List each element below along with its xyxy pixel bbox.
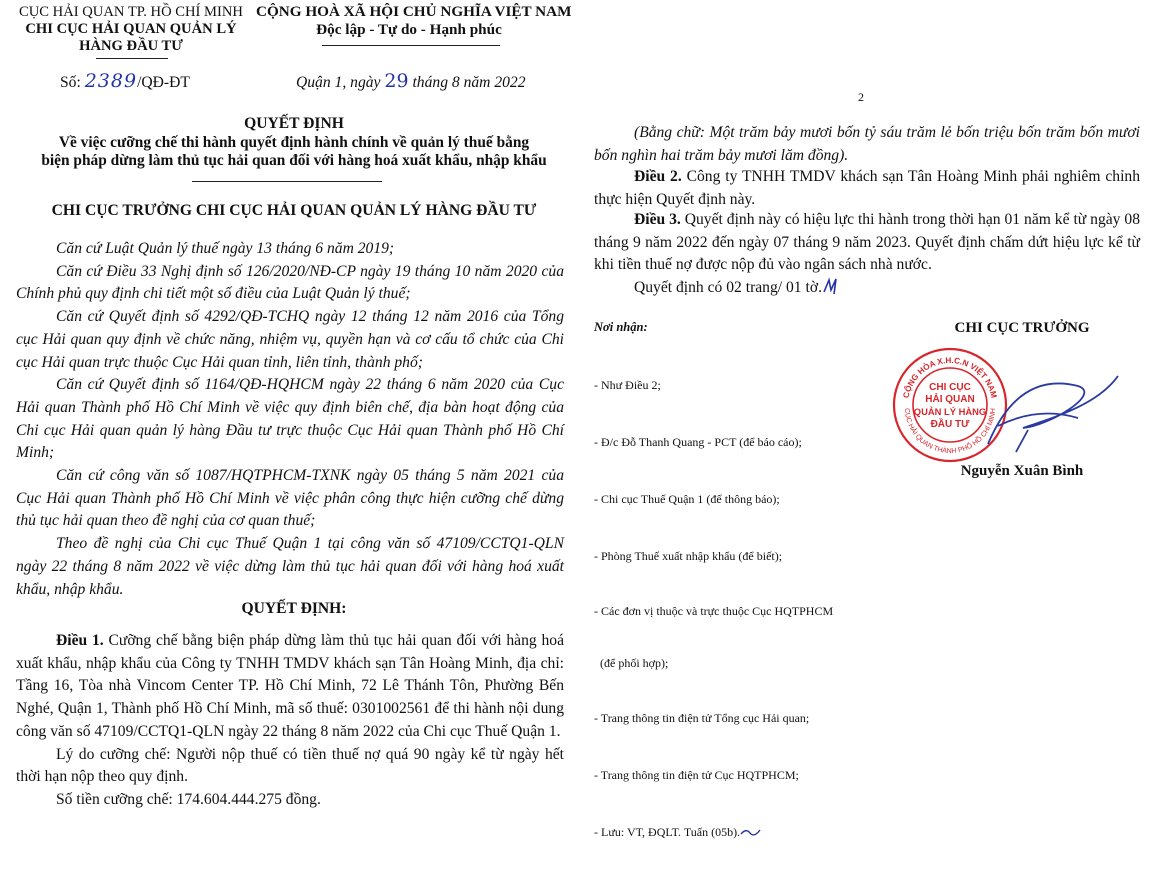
svg-text:CỤC HẢI QUAN THÀNH PHỐ HỒ CHÍ: CỤC HẢI QUAN THÀNH PHỐ HỒ CHÍ MINH: [902, 407, 998, 456]
recipient-item: - Phòng Thuế xuất nhập khẩu (để biết);: [594, 549, 783, 563]
date-suffix: tháng 8 năm 2022: [412, 74, 526, 91]
svg-text:CHI CỤC: CHI CỤC: [929, 382, 971, 393]
svg-text:ĐẦU TƯ: ĐẦU TƯ: [930, 419, 970, 430]
basis-item: Căn cứ Điều 33 Nghị định số 126/2020/NĐ-CP ngày 19 tháng 10 năm 2020 của Chính phủ quy định chi tiết một số điều của Luật Quản lý thuế;: [16, 262, 564, 303]
page-1: [0, 0, 588, 845]
date-prefix: Quận 1, ngày: [296, 74, 381, 91]
nation-name: CỘNG HOÀ XÃ HỘI CHỦ NGHĨA VIỆT NAM: [256, 3, 572, 20]
recipient-item: (để phối hợp);: [594, 656, 669, 670]
agency-line1: CHI CỤC HẢI QUAN QUẢN LÝ: [25, 21, 237, 37]
agency-top: CỤC HẢI QUAN TP. HỒ CHÍ MINH: [19, 4, 243, 20]
recipient-item: - Chi cục Thuế Quận 1 (để thông báo);: [594, 492, 780, 506]
so-suffix: /QĐ-ĐT: [137, 74, 190, 91]
basis-item: Căn cứ Luật Quản lý thuế ngày 13 tháng 6 năm 2019;: [56, 240, 395, 257]
recipient-item: - Như Điều 2;: [594, 378, 661, 392]
svg-text:CỘNG HÒA X.H.C.N VIỆT NAM: CỘNG HÒA X.H.C.N VIỆT NAM: [901, 355, 999, 399]
decision-title: QUYẾT ĐỊNH: [244, 115, 344, 132]
article-2-label: Điều 2.: [634, 168, 682, 185]
recipient-item: - Trang thông tin điện tử Cục HQTPHCM;: [594, 768, 799, 782]
initials-mark-icon: [740, 826, 762, 838]
signer-title: CHI CỤC TRƯỞNG: [954, 320, 1090, 336]
recipients-label: Nơi nhận:: [594, 320, 648, 334]
article-1-amount: Số tiền cưỡng chế: 174.604.444.275 đồng.: [56, 790, 321, 808]
subject-line-2: biện pháp dừng làm thủ tục hải quan đối với hàng hoá xuất khẩu, nhập khẩu: [41, 152, 547, 169]
article-1: [16, 630, 564, 812]
signer-name: Nguyễn Xuân Bình: [960, 463, 1084, 479]
date-day-handwritten: 29: [384, 70, 409, 92]
basis-item: Căn cứ Quyết định số 1164/QĐ-HQHCM ngày 22 tháng 6 năm 2020 của Cục Hải quan Thành phố Hồ Chí Minh về việc quy định biên chế, địa bàn hoạt động của Chi cục Hải quan quản lý hàng Đầu tư trực thuộc Cục Hải quan Thành phố Hồ Chí Minh;: [16, 376, 564, 462]
basis-item: Căn cứ công văn số 1087/HQTPHCM-TXNK ngày 05 tháng 5 năm 2021 của Cục Hải quan Thành phố Hồ Chí Minh về việc phân công thực hiện cưỡng chế dừng thủ tục hải quan theo đề nghị của cơ quan thuế;: [16, 467, 564, 530]
article-1-label: Điều 1.: [56, 632, 104, 649]
article-3: Điều 3. Quyết định này có hiệu lực thi hành trong thời hạn 01 năm kể từ ngày 08 tháng 9 năm 2022 đến ngày 07 tháng 9 năm 2023. Quyết định chấm dứt hiệu lực kể từ khi tiền thuế nợ được nộp đủ vào ngân sách nhà nước.: [594, 211, 1140, 274]
basis-item: Theo đề nghị của Chi cục Thuế Quận 1 tại công văn số 47109/CCTQ1-QLN ngày 22 tháng 8 năm 2022 về việc dừng làm thủ tục hải quan đối với hàng hoá xuất khẩu, nhập khẩu.: [16, 535, 564, 598]
agency-underline: [96, 58, 168, 59]
motto-underline: [322, 45, 500, 46]
recipient-item: - Lưu: VT, ĐQLT. Tuấn (05b).: [594, 823, 884, 842]
article-1-reason: Lý do cưỡng chế: Người nộp thuế có tiền thuế nợ quá 90 ngày kể từ ngày hết thời hạn nộp theo quy định.: [16, 745, 564, 786]
so-number-handwritten: 2389: [84, 70, 138, 92]
basis-item: Căn cứ Quyết định số 4292/QĐ-TCHQ ngày 12 tháng 12 năm 2016 của Tổng cục Hải quan quy định về chức năng, nhiệm vụ, quyền hạn và cơ cấu tổ chức của Chi cục Hải quan trực thuộc Cục Hải quan tỉnh, liên tỉnh, thành phố;: [16, 308, 564, 371]
initials-mark-icon: [822, 276, 840, 296]
authority-heading: CHI CỤC TRƯỞNG CHI CỤC HẢI QUAN QUẢN LÝ HÀNG ĐẦU TƯ: [51, 202, 537, 219]
page-number: 2: [858, 90, 864, 104]
article-3-label: Điều 3.: [634, 211, 681, 228]
svg-text:QUẢN LÝ HÀNG: QUẢN LÝ HÀNG: [913, 406, 987, 417]
recipient-item: - Trang thông tin điện tử Tổng cục Hải quan;: [594, 711, 810, 725]
decision-heading: QUYẾT ĐỊNH:: [241, 600, 347, 617]
pages-note: Quyết định có 02 trang/ 01 tờ.: [634, 276, 840, 297]
document-number: [60, 70, 190, 92]
subject-line-1: Về việc cưỡng chế thi hành quyết định hành chính về quản lý thuế bằng: [58, 134, 530, 151]
recipients-list: [594, 338, 884, 880]
article-1-text: Cưỡng chế bằng biện pháp dừng làm thủ tục hải quan đối với hàng hoá xuất khẩu, nhập khẩu của Công ty TNHH TMDV khách sạn Tân Hoàng Minh, địa chỉ: Tầng 16, Tòa nhà Vincom Center TP. Hồ Chí Minh, 72 Lê Thánh Tôn, Phường Bến Nghé, Quận 1, Thành phố Hồ Chí Minh, mã số thuế: 0301002561 để thi hành nội dung công văn số 47109/CCTQ1-QLN ngày 22 tháng 8 năm 2022 của Chi cục Thuế Quận 1.: [16, 632, 564, 740]
page-2: [588, 0, 1151, 845]
agency-line2: HÀNG ĐẦU TƯ: [79, 38, 183, 54]
article-2: Điều 2. Công ty TNHH TMDV khách sạn Tân Hoàng Minh phải nghiêm chỉnh thực hiện Quyết định này.: [594, 168, 1140, 208]
amount-in-words: (Bằng chữ: Một trăm bảy mươi bốn tỷ sáu trăm lẻ bốn triệu bốn trăm bốn mươi bốn nghìn hai trăm bảy mươi lăm đồng).: [594, 124, 1140, 164]
so-label: Số:: [60, 74, 81, 91]
motto: Độc lập - Tự do - Hạnh phúc: [316, 21, 502, 38]
recipient-item: - Đ/c Đỗ Thanh Quang - PCT (để báo cáo);: [594, 435, 802, 449]
handwritten-signature-icon: [928, 356, 1128, 466]
svg-text:HẢI QUAN: HẢI QUAN: [925, 394, 975, 405]
document-date: [296, 70, 526, 92]
recipient-item: - Các đơn vị thuộc và trực thuộc Cục HQTPHCM: [594, 604, 834, 618]
bases-list: [16, 238, 564, 601]
title-underline: [192, 181, 382, 182]
